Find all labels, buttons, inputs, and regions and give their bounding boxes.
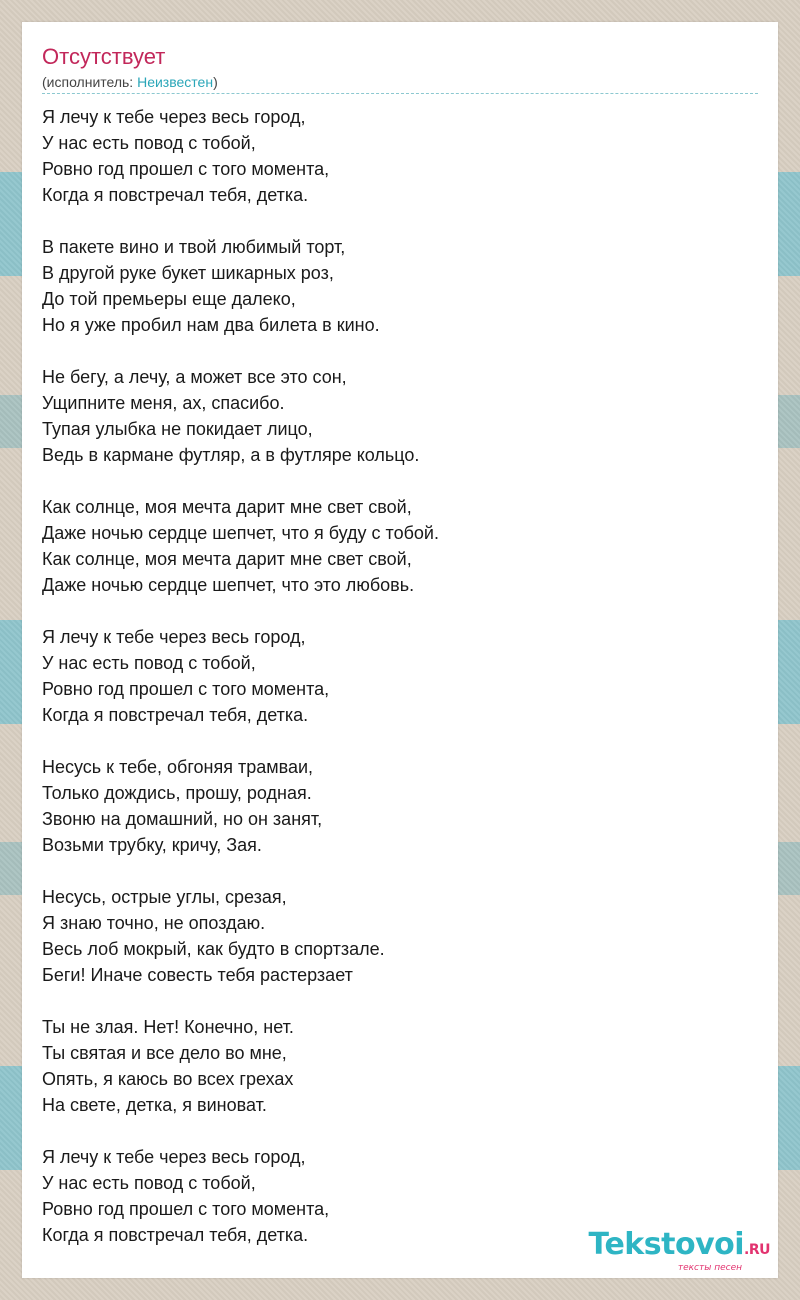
lyrics-text (42, 104, 439, 1248)
lyrics-line: Но я уже пробил нам два билета в кино. (42, 315, 380, 335)
lyrics-line: В пакете вино и твой любимый торт, (42, 237, 346, 257)
lyrics-stanza (42, 104, 439, 208)
lyrics-line: Ты не злая. Нет! Конечно, нет. (42, 1017, 294, 1037)
lyrics-line: У нас есть повод с тобой, (42, 653, 256, 673)
lyrics-line: Я лечу к тебе через весь город, (42, 627, 306, 647)
lyrics-line: Ровно год прошел с того момента, (42, 159, 330, 179)
performer-link[interactable]: Неизвестен (137, 74, 214, 90)
lyrics-card (22, 22, 778, 1278)
lyrics-line: До той премьеры еще далеко, (42, 289, 296, 309)
lyrics-line: В другой руке букет шикарных роз, (42, 263, 334, 283)
lyrics-line: Опять, я каюсь во всех грехах (42, 1069, 294, 1089)
logo-tld: .RU (744, 1242, 770, 1258)
lyrics-line: Несусь к тебе, обгоняя трамваи, (42, 757, 314, 777)
lyrics-line: Я лечу к тебе через весь город, (42, 107, 306, 127)
lyrics-line: На свете, детка, я виноват. (42, 1095, 267, 1115)
lyrics-stanza (42, 884, 439, 988)
lyrics-line: Я знаю точно, не опоздаю. (42, 913, 266, 933)
performer-line (42, 73, 218, 91)
lyrics-stanza (42, 1144, 439, 1248)
lyrics-line: Весь лоб мокрый, как будто в спортзале. (42, 939, 385, 959)
lyrics-line: Я лечу к тебе через весь город, (42, 1147, 306, 1167)
lyrics-stanza (42, 364, 439, 468)
logo-name: Tekstovoi (588, 1227, 745, 1262)
lyrics-line: Ущипните меня, ах, спасибо. (42, 393, 285, 413)
lyrics-stanza (42, 234, 439, 338)
lyrics-line: Беги! Иначе совесть тебя растерзает (42, 965, 353, 985)
lyrics-line: У нас есть повод с тобой, (42, 133, 256, 153)
lyrics-line: Даже ночью сердце шепчет, что я буду с тобой. (42, 523, 439, 543)
performer-prefix: (исполнитель: (42, 74, 138, 90)
lyrics-line: Когда я повстречал тебя, детка. (42, 705, 309, 725)
lyrics-line: Ровно год прошел с того момента, (42, 1199, 330, 1219)
lyrics-line: Ты святая и все дело во мне, (42, 1043, 287, 1063)
lyrics-stanza (42, 754, 439, 858)
lyrics-line: Даже ночью сердце шепчет, что это любовь. (42, 575, 415, 595)
lyrics-line: Как солнце, моя мечта дарит мне свет свой, (42, 549, 412, 569)
logo-tagline: тексты песен (677, 1263, 742, 1273)
lyrics-line: У нас есть повод с тобой, (42, 1173, 256, 1193)
lyrics-line: Ровно год прошел с того момента, (42, 679, 330, 699)
lyrics-stanza (42, 494, 439, 598)
song-title: Отсутствует (42, 44, 166, 69)
lyrics-line: Звоню на домашний, но он занят, (42, 809, 323, 829)
lyrics-line: Как солнце, моя мечта дарит мне свет свой, (42, 497, 412, 517)
lyrics-line: Тупая улыбка не покидает лицо, (42, 419, 313, 439)
site-logo[interactable] (588, 1229, 770, 1274)
lyrics-line: Когда я повстречал тебя, детка. (42, 185, 309, 205)
title-divider (42, 93, 758, 94)
lyrics-line: Когда я повстречал тебя, детка. (42, 1225, 309, 1245)
lyrics-line: Только дождись, прошу, родная. (42, 783, 312, 803)
lyrics-stanza (42, 624, 439, 728)
lyrics-line: Не бегу, а лечу, а может все это сон, (42, 367, 347, 387)
performer-suffix: ) (213, 74, 218, 90)
lyrics-line: Ведь в кармане футляр, а в футляре кольцо. (42, 445, 420, 465)
lyrics-line: Несусь, острые углы, срезая, (42, 887, 287, 907)
lyrics-stanza (42, 1014, 439, 1118)
lyrics-line: Возьми трубку, кричу, Зая. (42, 835, 262, 855)
